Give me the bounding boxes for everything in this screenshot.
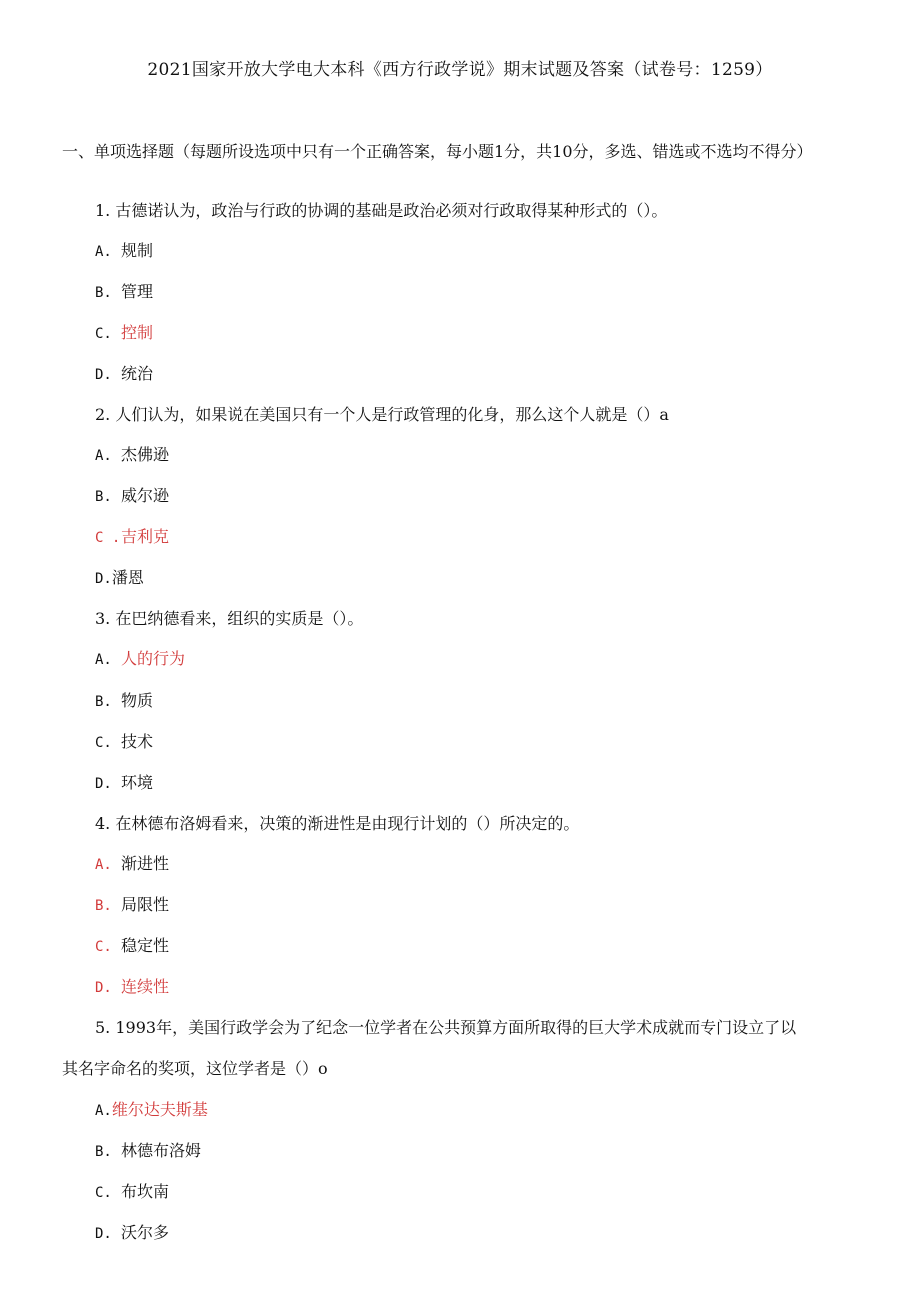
option-letter: A.	[95, 448, 112, 464]
option-text-answer: 吉利克	[121, 527, 170, 546]
option-text-answer: 控制	[121, 323, 154, 342]
question-1-option-c	[95, 322, 153, 345]
option-letter: A.	[95, 652, 112, 668]
option-text: 林德布洛姆	[121, 1141, 202, 1160]
option-text: 潘恩	[111, 568, 144, 587]
question-1-option-d	[95, 363, 153, 386]
question-5-option-b	[95, 1140, 201, 1163]
option-letter: C.	[95, 326, 112, 342]
question-5-option-a	[95, 1099, 208, 1122]
question-3-option-a	[95, 648, 185, 671]
option-letter: C.	[95, 939, 112, 955]
option-text-answer: 连续性	[121, 977, 170, 996]
question-5-stem-line2: 其名字命名的奖项，这位学者是（）o	[62, 1059, 328, 1078]
option-letter: B.	[95, 1144, 112, 1160]
option-text-answer: 人的行为	[121, 649, 186, 668]
option-letter: D.	[95, 980, 112, 996]
option-text: 威尔逊	[121, 486, 170, 505]
question-3-option-c	[95, 731, 153, 754]
option-letter: D.	[95, 367, 112, 383]
option-letter: D.	[95, 571, 112, 587]
question-5-option-d	[95, 1222, 169, 1245]
question-2-option-c	[95, 526, 169, 549]
question-4-option-a	[95, 853, 169, 876]
option-text: 规制	[121, 241, 154, 260]
option-letter: D.	[95, 776, 112, 792]
option-letter: D.	[95, 1226, 112, 1242]
question-2-stem: 2. 人们认为，如果说在美国只有一个人是行政管理的化身，那么这个人就是（）a	[95, 405, 669, 424]
option-letter: C.	[95, 735, 112, 751]
question-4-option-b	[95, 894, 169, 917]
option-text: 稳定性	[121, 936, 170, 955]
option-letter: C.	[95, 1185, 112, 1201]
option-text: 环境	[121, 773, 154, 792]
section-instructions: 一、单项选择题（每题所设选项中只有一个正确答案，每小题1分，共10分，多选、错选或不选均不得分）	[62, 142, 813, 161]
option-text: 局限性	[121, 895, 170, 914]
question-1-stem: 1. 古德诺认为，政治与行政的协调的基础是政治必须对行政取得某种形式的（）。	[95, 201, 668, 220]
question-2-option-a	[95, 444, 169, 467]
question-3-option-b	[95, 690, 153, 713]
question-2-option-b	[95, 485, 169, 508]
option-text: 沃尔多	[121, 1223, 170, 1242]
option-letter: B.	[95, 285, 112, 301]
option-text-answer: 维尔达夫斯基	[111, 1100, 208, 1119]
option-text: 渐进性	[121, 854, 170, 873]
option-letter: B.	[95, 694, 112, 710]
option-letter: B.	[95, 898, 112, 914]
document-title: 2021国家开放大学电大本科《西方行政学说》期末试题及答案（试卷号：1259）	[147, 60, 773, 80]
option-letter: A.	[95, 1103, 112, 1119]
question-1-option-b	[95, 281, 153, 304]
option-text: 物质	[121, 691, 154, 710]
question-3-option-d	[95, 772, 153, 795]
question-3-stem: 3. 在巴纳德看来，组织的实质是（）。	[95, 609, 364, 628]
question-2-option-d	[95, 567, 144, 590]
question-5-stem-line1: 5. 1993年，美国行政学会为了纪念一位学者在公共预算方面所取得的巨大学术成就而专门设立了以	[95, 1018, 797, 1037]
option-text: 统治	[121, 364, 154, 383]
option-text: 管理	[121, 282, 154, 301]
question-1-option-a	[95, 240, 153, 263]
option-letter: A.	[95, 244, 112, 260]
option-text: 技术	[121, 732, 154, 751]
question-5-option-c	[95, 1181, 169, 1204]
option-text: 杰佛逊	[121, 445, 170, 464]
question-4-stem: 4. 在林德布洛姆看来，决策的渐进性是由现行计划的（）所决定的。	[95, 814, 580, 833]
option-letter: B.	[95, 489, 112, 505]
question-4-option-c	[95, 935, 169, 958]
question-4-option-d	[95, 976, 169, 999]
option-letter: C .	[95, 530, 121, 546]
option-letter: A.	[95, 857, 112, 873]
option-text: 布坎南	[121, 1182, 170, 1201]
